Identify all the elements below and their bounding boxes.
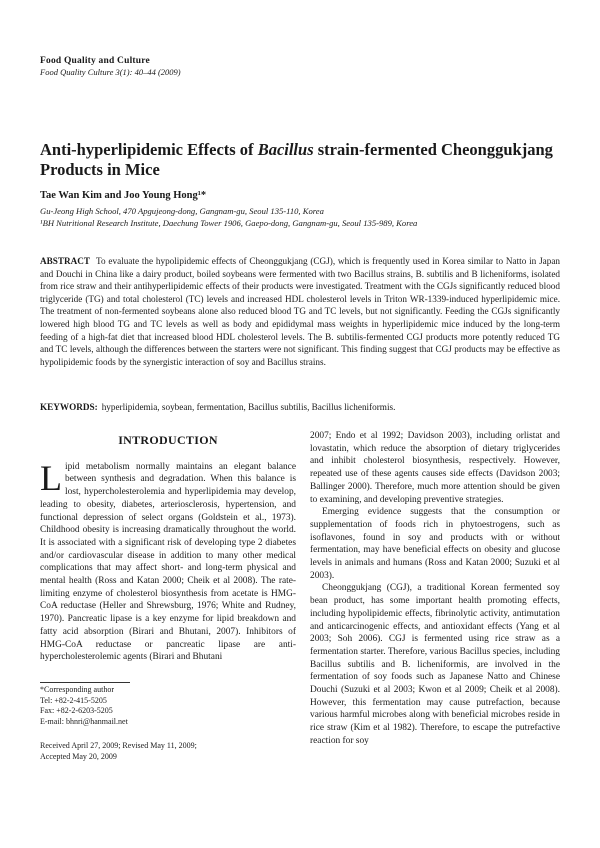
intro-paragraph-3: Cheonggukjang (CGJ), a traditional Korean fermented soy bean product, has some important health promoting effects, including hypolipidemic effects, fibrinolytic activity, antimutation and anticarcinogenic effects, and antioxidant effects (Yang et al 2003; Soh 2006). CGJ is fermented using rice straw as a fermentation starter. Therefore, various Bacillus species, including Bacillus subtilis and B. licheniformis, are involved in the fermentation of soy foods such as Japanese Natto and Chinese Douchi (Suzuki et al 2003; Kwon et al 2009; Cheik et al 2008). However, this fermentation may cause putrefaction, because various harmful microbes along with beneficial microbes reside in rice straw (Kim et al 1982). Therefore, to escape the putrefactive reaction for soy <box>310 583 560 746</box>
right-column <box>310 430 560 748</box>
footnote-line: E-mail: bhnri@hanmail.net <box>40 716 128 726</box>
intro-paragraph-2: Emerging evidence suggests that the consumption or supplementation of foods rich in phytoestrogens, such as isoflavones, found in soy and products with or without fermentation, may have beneficial effects on obesity and glucose levels in animals and humans (Ross and Katan 2000; Suzuki et al 2003). <box>310 507 560 581</box>
paper-title <box>40 140 560 180</box>
received-dates <box>40 741 290 762</box>
intro-heading: INTRODUCTION <box>118 433 218 447</box>
journal-name: Food Quality and Culture <box>40 56 150 66</box>
received-line: Received April 27, 2009; Revised May 11, 2009; <box>40 741 197 750</box>
abstract <box>40 255 560 368</box>
footnote <box>40 685 290 727</box>
accepted-line: Accepted May 20, 2009 <box>40 751 117 761</box>
affiliation-1: Gu-Jeong High School, 470 Apgujeong-dong, Gangnam-gu, Seoul 135-110, Korea <box>40 206 324 216</box>
footnote-line: Fax: +82-2-6203-5205 <box>40 706 113 715</box>
title-part1: Anti-hyperlipidemic Effects of <box>40 140 258 159</box>
keywords-text: hyperlipidemia, soybean, fermentation, Bacillus subtilis, Bacillus licheniformis. <box>101 402 396 412</box>
footnote-line: Tel: +82-2-415-5205 <box>40 695 107 705</box>
title-part2: strain-fermented Cheonggukjang Products in Mice <box>40 140 553 179</box>
intro-para1-text: ipid metabolism normally maintains an elegant balance between synthesis and degradation. When this balance is lost, hypercholesterolemia and hyperlipidemia may develop, leading to obesity, diabetes, arteriosclerosis, hypertension, and functional depression of select organs (Goldstein et al., 1973). Childhood obesity is increasing dramatically throughout the world. It is associated with a significant risk of developing type 2 diabetes and/or cardiovascular disease in addition to many other medical complications that may affect short- and long-term physical and mental health (Ross and Katan 2000; Cheik et al 2008). The rate-limiting enzyme of cholesterol biosynthesis from acetate is HMG-CoA reductase (Heller and Shrewsburg, 1976; White and Rudney, 1970). Pancreatic lipase is a key enzyme for lipid breakdown and fatty acid absorption (Birari and Bhutani, 2007). Inhibitors of HMG-CoA reductase or pancreatic lipase are anti-hypercholesterolemic agents (Birari and Bhutani <box>40 461 296 663</box>
keywords-label: KEYWORDS: <box>40 402 98 412</box>
affiliation-2: ¹BH Nutritional Research Institute, Daechung Tower 1906, Gaepo-dong, Gangnam-gu, Seoul 135-989, Korea <box>40 218 418 228</box>
left-column <box>40 430 296 664</box>
abstract-text: To evaluate the hypolipidemic effects of Cheonggukjang (CGJ), which is frequently used in Korea similar to Natto in Japan and Douchi in China like a dairy product, boiled soybeans were fermented with two Bacillus strains, B. subtilis and B licheniforms, isolated from rice straw and their antihyperlipidemic effects of their products were investigated. Treatment with the CGJs significantly reduced blood triglyceride (TG) and total cholesterol (TC) levels and increased HDL cholesterol levels in Triton WR-1339-induced hyperlipidemic mice. The treatment of non-fermented soybeans alone also reduced blood TG and TC levels, but not significantly. Feeding the CGJs significantly lowered high blood TG and TC levels as well as body and epididymal mass weights in hyperlipidemic mice induced by the long-term feeding of a high-fat diet that increased blood HDL cholesterol levels. The B. subtilis-fermented CGJ products more potently reduced TG and TC levels, although the differences between the starters were not significant. This finding suggest that CGJ products may be effective as hypolipidemic foods by the synergistic interaction of soy and Bacillus strains. <box>40 256 560 367</box>
footnote-rule <box>40 682 130 683</box>
journal-citation: Food Quality Culture 3(1): 40–44 (2009) <box>40 67 181 77</box>
keywords <box>40 402 560 412</box>
authors: Tae Wan Kim and Joo Young Hong¹* <box>40 190 207 201</box>
intro-paragraph-1 <box>40 457 296 664</box>
drop-cap: L <box>40 457 62 498</box>
intro-paragraph-1-continued: 2007; Endo et al 1992; Davidson 2003), including orlistat and lovastatin, which reduce the absorption of dietary triglycerides and inhibit cholesterol biosynthesis, respectively. However, repeated use of these agents causes side effects (Davidson 2003; Ballinger 2000). Therefore, much more attention should be given to examining, and developing preventive strategies. <box>310 431 560 505</box>
footnote-line: *Corresponding author <box>40 685 114 694</box>
abstract-label: ABSTRACT <box>40 256 91 266</box>
title-italic: Bacillus <box>257 140 314 159</box>
